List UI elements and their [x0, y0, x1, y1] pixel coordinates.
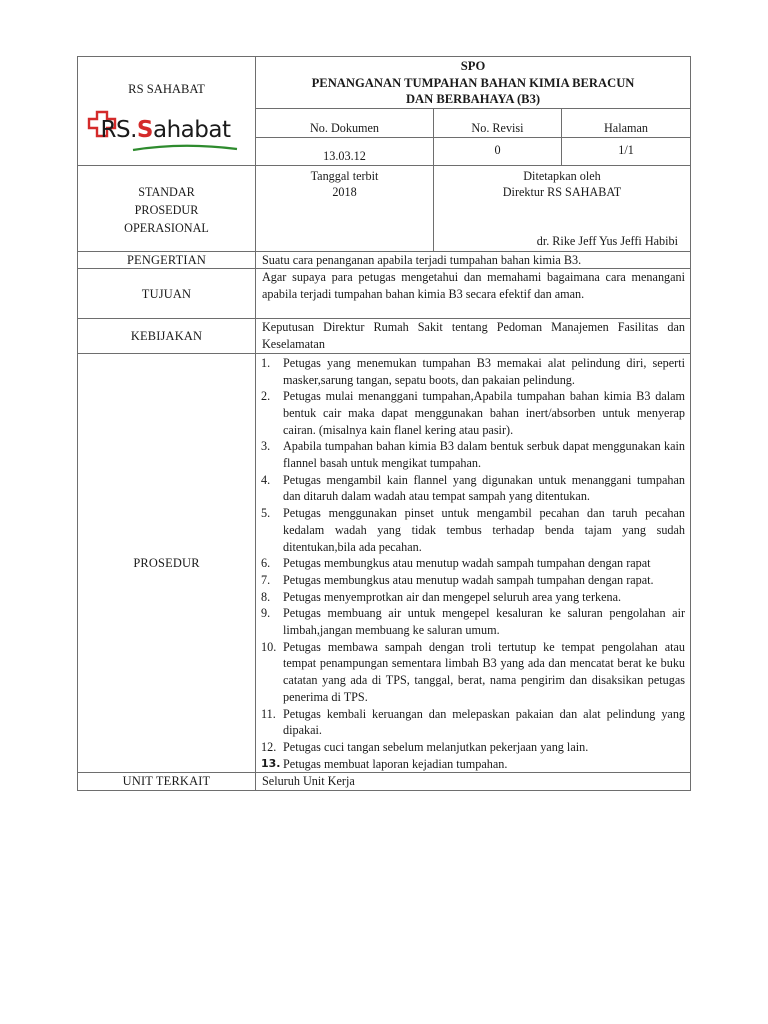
prosedur-step — [261, 739, 685, 756]
spo-table — [77, 56, 691, 791]
hospital-logo — [87, 108, 247, 160]
pengertian-text: Suatu cara penanganan apabila terjadi tumpahan bahan kimia B3. — [256, 251, 691, 269]
step-number: 7. — [261, 572, 271, 587]
kebijakan-label: KEBIJAKAN — [78, 319, 256, 353]
prosedur-step — [261, 505, 685, 555]
step-number: 12. — [261, 739, 277, 754]
prosedur-step — [261, 639, 685, 706]
no-dokumen-value: 13.03.12 — [256, 138, 434, 166]
prosedur-step — [261, 589, 685, 606]
step-text: Petugas membuat laporan kejadian tumpahan. — [283, 756, 508, 771]
prosedur-step — [261, 706, 685, 739]
tanggal-terbit-cell — [256, 165, 434, 251]
step-number: 2. — [261, 389, 271, 404]
prosedur-step — [261, 438, 685, 471]
prosedur-step — [261, 388, 685, 438]
prosedur-label: PROSEDUR — [78, 353, 256, 773]
step-text: Petugas mulai menanggani tumpahan,Apabila tumpahan bahan kimia B3 dalam bentuk cair maka dapat menggunakan bahan inert/absorben untuk menyerap cairan. (misalnya kain flanel kering atau pasir). — [283, 389, 686, 437]
doc-type-line-2: PROSEDUR — [134, 202, 199, 217]
unit-terkait-text: Seluruh Unit Kerja — [256, 773, 691, 791]
halaman-label: Halaman — [562, 109, 691, 138]
step-number: 11. — [261, 706, 276, 721]
logo-suffix: ahabat — [152, 116, 231, 143]
step-number: 1. — [261, 355, 271, 370]
kebijakan-text: Keputusan Direktur Rumah Sakit tentang Pedoman Manajemen Fasilitas dan Keselamatan — [256, 319, 691, 353]
title-cell — [256, 57, 691, 109]
step-text: Petugas yang menemukan tumpahan B3 memakai alat pelindung diri, seperti masker,sarung tangan, sepatu boots, dan pakaian pelindung. — [283, 355, 686, 387]
tujuan-text: Agar supaya para petugas mengetahui dan memahami bagaimana cara menangani apabila terjadi tumpahan bahan kimia B3 secara efektif dan aman. — [256, 269, 691, 319]
tanggal-terbit-label: Tanggal terbit — [310, 168, 379, 183]
no-revisi-label: No. Revisi — [434, 109, 562, 138]
title-line-1: PENANGANAN TUMPAHAN BAHAN KIMIA BERACUN — [311, 75, 635, 90]
step-text: Petugas menyemprotkan air dan mengepel seluruh area yang terkena. — [283, 589, 622, 604]
step-text: Petugas membawa sampah dengan troli tertutup ke tempat pengolahan atau tempat penampungan sementara limbah B3 yang ada dan mencatat berat ke buku catatan yang ada di TPS, tanggal, berat, nama pengirim dan disaksikan petugas penerima di TPS. — [283, 639, 686, 704]
ditetapkan-jabatan: Direktur RS SAHABAT — [502, 185, 622, 200]
halaman-value: 1/1 — [562, 138, 691, 166]
prosedur-steps — [256, 355, 690, 773]
doc-type-cell — [78, 165, 256, 251]
step-text: Petugas membungkus atau menutup wadah sampah tumpahan dengan rapat. — [283, 572, 654, 587]
logo-highlight: S — [136, 116, 153, 143]
prosedur-step — [261, 572, 685, 589]
tanggal-terbit-value: 2018 — [332, 185, 357, 200]
prosedur-steps-cell — [256, 353, 691, 773]
step-text: Petugas mengambil kain flannel yang digunakan untuk menanggani tumpahan dan ditaruh dalam wadah atau tempat sampah yang ditentukan. — [283, 472, 686, 504]
step-number: 10. — [261, 639, 277, 654]
tujuan-label: TUJUAN — [78, 269, 256, 319]
step-number: 4. — [261, 472, 271, 487]
step-number: 3. — [261, 439, 271, 454]
spo-label: SPO — [460, 59, 486, 73]
hospital-name: RS SAHABAT — [128, 82, 205, 96]
ditetapkan-nama: dr. Rike Jeff Yus Jeffi Habibi — [536, 234, 679, 248]
prosedur-step — [261, 756, 685, 773]
pengertian-label: PENGERTIAN — [78, 251, 256, 269]
prosedur-step — [261, 472, 685, 505]
step-text: Petugas membungkus atau menutup wadah sampah tumpahan dengan rapat — [283, 556, 651, 571]
step-text: Petugas membuang air untuk mengepel kesaluran ke saluran pengolahan air limbah,jangan membuang ke saluran umum. — [283, 606, 686, 638]
no-dokumen-label: No. Dokumen — [256, 109, 434, 138]
spo-document — [77, 56, 690, 791]
prosedur-step — [261, 605, 685, 638]
step-text: Petugas menggunakan pinset untuk mengambil pecahan dan taruh pecahan kedalam wadah yang tidak tembus terhadap benda tajam yang sudah ditentukan,bila ada pecahan. — [283, 506, 686, 554]
hospital-header-cell — [78, 57, 256, 166]
step-number: 9. — [261, 606, 271, 621]
step-text: Petugas kembali keruangan dan melepaskan pakaian dan alat pelindung yang dipakai. — [283, 706, 686, 738]
logo-prefix: RS. — [100, 116, 137, 143]
step-text: Petugas cuci tangan sebelum melanjutkan pekerjaan yang lain. — [283, 739, 589, 754]
doc-type-line-3: OPERASIONAL — [124, 220, 209, 235]
step-number: 8. — [261, 589, 271, 604]
step-text: Apabila tumpahan bahan kimia B3 dalam bentuk serbuk dapat menggunakan kain flannel basah untuk mengikat tumpahan. — [283, 439, 686, 471]
title-line-2: DAN BERBAHAYA (B3) — [405, 92, 541, 106]
unit-terkait-label: UNIT TERKAIT — [78, 773, 256, 791]
step-number: 6. — [261, 556, 271, 571]
ditetapkan-label: Ditetapkan oleh — [523, 168, 601, 183]
prosedur-step — [261, 555, 685, 572]
step-number: 5. — [261, 506, 271, 521]
no-revisi-value: 0 — [434, 138, 562, 166]
step-number: 13. — [261, 756, 281, 770]
ditetapkan-cell — [434, 165, 691, 251]
doc-type-line-1: STANDAR — [138, 184, 195, 199]
logo-wordmark — [101, 117, 231, 143]
prosedur-step — [261, 355, 685, 388]
